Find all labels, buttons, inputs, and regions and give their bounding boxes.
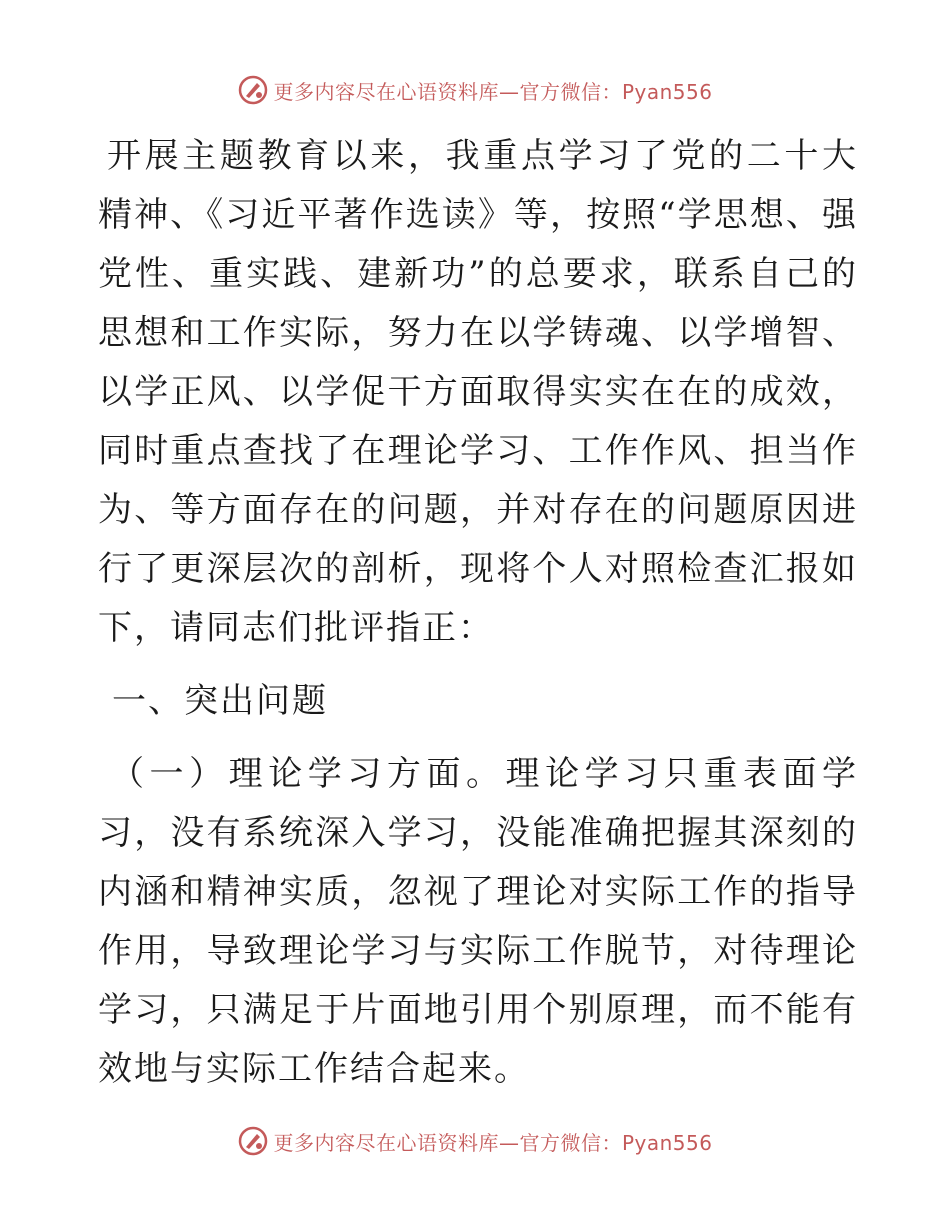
- red-seal-logo-icon: [237, 74, 269, 106]
- header-banner-inner: [237, 74, 712, 106]
- intro-paragraph: 开展主题教育以来，我重点学习了党的二十大精神、《习近平著作选读》等，按照“学思想、强党性、重实践、建新功”的总要求，联系自己的思想和工作实际，努力在以学铸魂、以学增智、以学正风、以学促干方面取得实实在在的成效，同时重点查找了在理论学习、工作作风、担当作为、等方面存在的问题，并对存在的问题原因进行了更深层次的剖析，现将个人对照检查汇报如下，请同志们批评指正：: [98, 136, 858, 648]
- footer-banner: [0, 1121, 950, 1161]
- footer-banner-text: 更多内容尽在心语资料库—官方微信：Pyan556: [273, 1130, 713, 1155]
- header-banner-text: 更多内容尽在心语资料库—官方微信：Pyan556: [273, 79, 713, 104]
- document-body: [98, 127, 858, 1099]
- section-heading-1: 一、突出问题: [112, 681, 328, 721]
- footer-banner-inner: [237, 1125, 712, 1157]
- red-seal-logo-icon: [237, 1125, 269, 1157]
- header-banner: [0, 70, 950, 110]
- subsection-paragraph-1: （一）理论学习方面。理论学习只重表面学习，没有系统深入学习，没能准确把握其深刻的内涵和精神实质，忽视了理论对实际工作的指导作用，导致理论学习与实际工作脱节，对待理论学习，只满足于片面地引用个别原理，而不能有效地与实际工作结合起来。: [98, 754, 858, 1089]
